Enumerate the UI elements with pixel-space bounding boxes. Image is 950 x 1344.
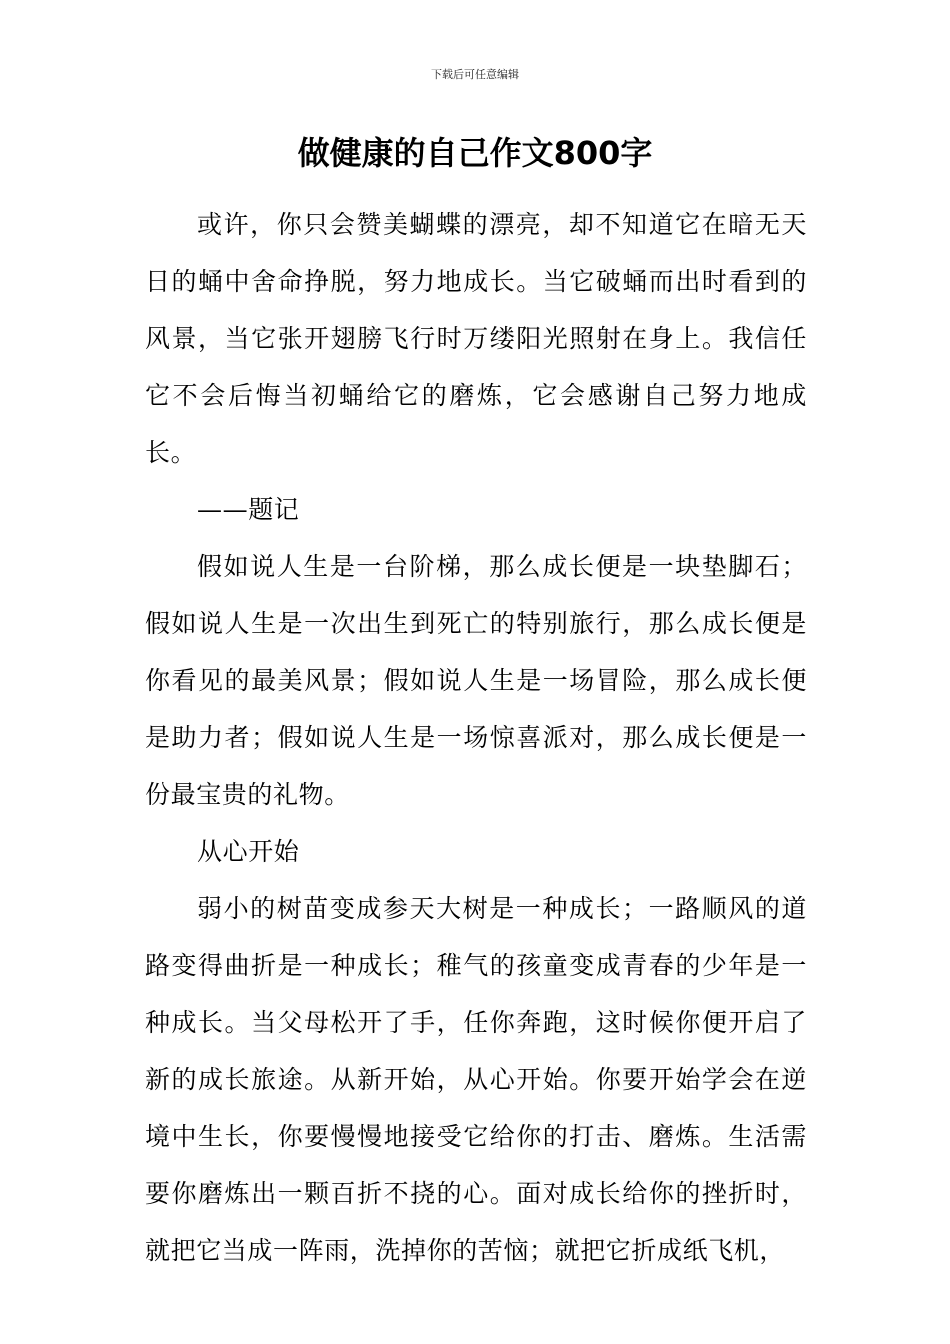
paragraph-intro: 假如说人生是一台阶梯，那么成长便是一块垫脚石；假如说人生是一次出生到死亡的特别旅行，那么成长便是你看见的最美风景；假如说人生是一场冒险，那么成长便是助力者；假如说人生是一场惊喜派对，那么成长便是一份最宝贵的礼物。 [145, 552, 807, 809]
essay-body [145, 196, 807, 1279]
section-heading: 从心开始 [197, 837, 300, 866]
header-note: 下载后可任意编辑 [431, 68, 519, 81]
paragraph-epigraph: 或许，你只会赞美蝴蝶的漂亮，却不知道它在暗无天日的蛹中舍命挣脱，努力地成长。当它破蛹而出时看到的风景，当它张开翅膀飞行时万缕阳光照射在身上。我信任它不会后悔当初蛹给它的磨炼，它会感谢自己努力地成长。 [145, 210, 807, 467]
paragraph-epigraph-attribution: ——题记 [197, 495, 300, 524]
page-title: 做健康的自己作文800字 [297, 134, 653, 172]
paragraph-section-body: 弱小的树苗变成参天大树是一种成长；一路顺风的道路变得曲折是一种成长；稚气的孩童变成青春的少年是一种成长。当父母松开了手，任你奔跑，这时候你便开启了新的成长旅途。从新开始，从心开始。你要开始学会在逆境中生长，你要慢慢地接受它给你的打击、磨炼。生活需要你磨炼出一颗百折不挠的心。面对成长给你的挫折时，就把它当成一阵雨，洗掉你的苦恼；就把它折成纸飞机， [145, 894, 807, 1265]
